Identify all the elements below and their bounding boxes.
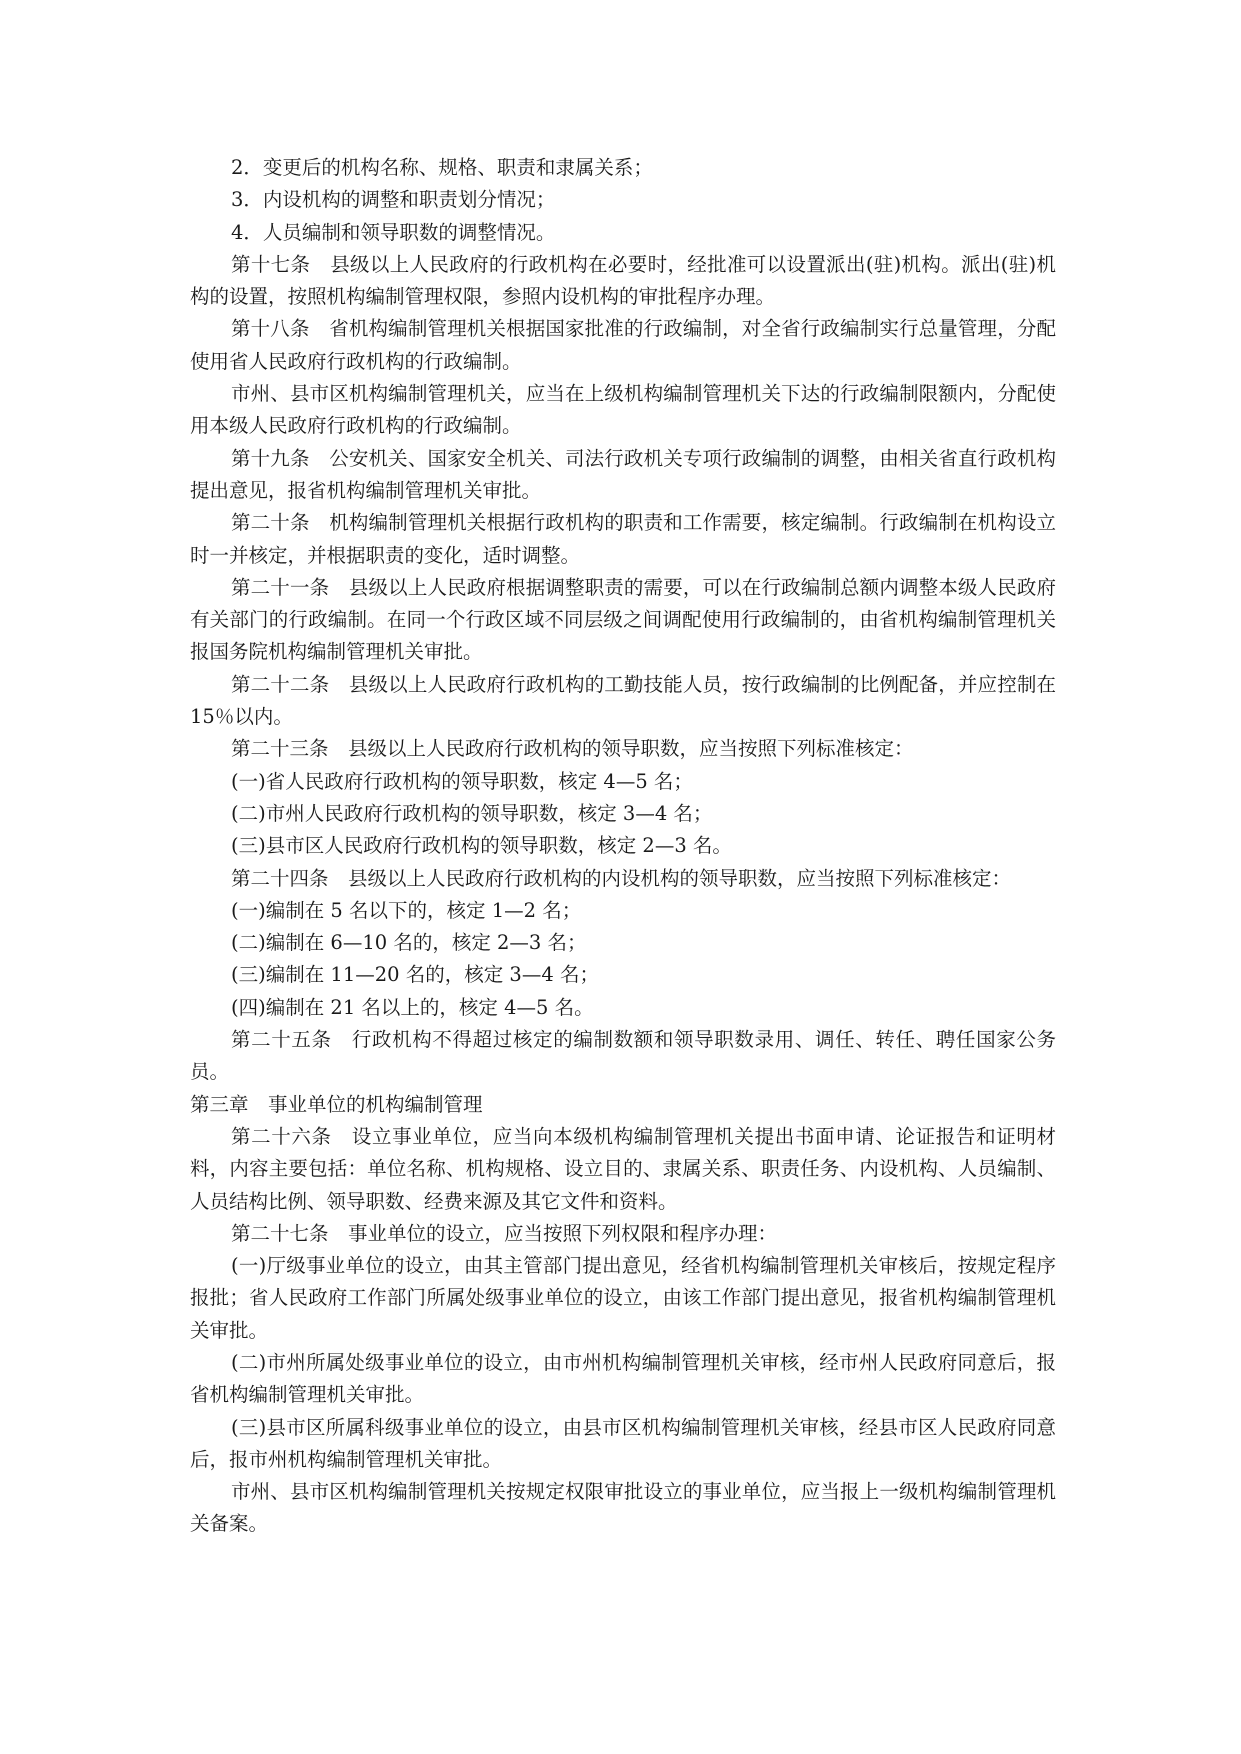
paragraph-article-23: 第二十三条 县级以上人民政府行政机构的领导职数，应当按照下列标准核定： xyxy=(231,737,914,761)
paragraph-article-24-item-2: (二)编制在 6—10 名的，核定 2—3 名； xyxy=(231,931,587,955)
paragraph-article-24-item-3: (三)编制在 11—20 名的，核定 3—4 名； xyxy=(231,963,599,987)
paragraph-article-27-item-1: (一)厅级事业单位的设立，由其主管部门提出意见，经省机构编制管理机关审核后，按规定程序报批；省人民政府工作部门所属处级事业单位的设立，由该工作部门提出意见，报省机构编制管理机关审批。 xyxy=(190,1254,1056,1342)
paragraph-article-26: 第二十六条 设立事业单位，应当向本级机构编制管理机关提出书面申请、论证报告和证明材料，内容主要包括：单位名称、机构规格、设立目的、隶属关系、职责任务、内设机构、人员编制、人员结构比例、领导职数、经费来源及其它文件和资料。 xyxy=(190,1124,1056,1213)
paragraph-article-18-cont: 市州、县市区机构编制管理机关，应当在上级机构编制管理机关下达的行政编制限额内，分配使用本级人民政府行政机构的行政编制。 xyxy=(190,382,1056,438)
paragraph-article-20: 第二十条 机构编制管理机关根据行政机构的职责和工作需要，核定编制。行政编制在机构设立时一并核定，并根据职责的变化，适时调整。 xyxy=(190,511,1056,567)
paragraph-article-25: 第二十五条 行政机构不得超过核定的编制数额和领导职数录用、调任、转任、聘任国家公务员。 xyxy=(190,1028,1056,1084)
paragraph-item-3: 3．内设机构的调整和职责划分情况； xyxy=(231,188,556,212)
paragraph-article-23-item-2: (二)市州人民政府行政机构的领导职数，核定 3—4 名； xyxy=(231,801,713,825)
paragraph-article-27-item-2: (二)市州所属处级事业单位的设立，由市州机构编制管理机关审核，经市州人民政府同意后，报省机构编制管理机关审批。 xyxy=(190,1350,1056,1407)
paragraph-article-21: 第二十一条 县级以上人民政府根据调整职责的需要，可以在行政编制总额内调整本级人民政府有关部门的行政编制。在同一个行政区域不同层级之间调配使用行政编制的，由省机构编制管理机关报国务院机构编制管理机关审批。 xyxy=(190,575,1056,664)
paragraph-item-4: 4．人员编制和领导职数的调整情况。 xyxy=(231,220,556,244)
paragraph-article-23-item-3: (三)县市区人民政府行政机构的领导职数，核定 2—3 名。 xyxy=(231,834,732,858)
paragraph-article-17: 第十七条 县级以上人民政府的行政机构在必要时，经批准可以设置派出(驻)机构。派出(驻)机构的设置，按照机构编制管理权限，参照内设机构的审批程序办理。 xyxy=(190,252,1056,309)
paragraph-article-24: 第二十四条 县级以上人民政府行政机构的内设机构的领导职数，应当按照下列标准核定： xyxy=(231,866,1012,890)
paragraph-article-22: 第二十二条 县级以上人民政府行政机构的工勤技能人员，按行政编制的比例配备，并应控制在 15％以内。 xyxy=(190,672,1056,729)
paragraph-article-24-item-4: (四)编制在 21 名以上的，核定 4—5 名。 xyxy=(231,995,594,1019)
paragraph-article-27-item-3: (三)县市区所属科级事业单位的设立，由县市区机构编制管理机关审核，经县市区人民政府同意后，报市州机构编制管理机关审批。 xyxy=(190,1415,1056,1471)
document-body xyxy=(190,152,1056,1541)
paragraph-article-24-item-1: (一)编制在 5 名以下的，核定 1—2 名； xyxy=(231,898,582,922)
paragraph-article-19: 第十九条 公安机关、国家安全机关、司法行政机关专项行政编制的调整，由相关省直行政机构提出意见，报省机构编制管理机关审批。 xyxy=(190,446,1056,502)
paragraph-article-18: 第十八条 省机构编制管理机关根据国家批准的行政编制，对全省行政编制实行总量管理，分配使用省人民政府行政机构的行政编制。 xyxy=(190,317,1056,373)
paragraph-item-2: 2．变更后的机构名称、规格、职责和隶属关系； xyxy=(231,156,653,179)
chapter-heading: 第三章 事业单位的机构编制管理 xyxy=(190,1092,483,1116)
paragraph-article-27-note: 市州、县市区机构编制管理机关按规定权限审批设立的事业单位，应当报上一级机构编制管理机关备案。 xyxy=(190,1480,1056,1536)
paragraph-article-23-item-1: (一)省人民政府行政机构的领导职数，核定 4—5 名； xyxy=(231,769,693,793)
paragraph-article-27: 第二十七条 事业单位的设立，应当按照下列权限和程序办理： xyxy=(231,1221,778,1245)
